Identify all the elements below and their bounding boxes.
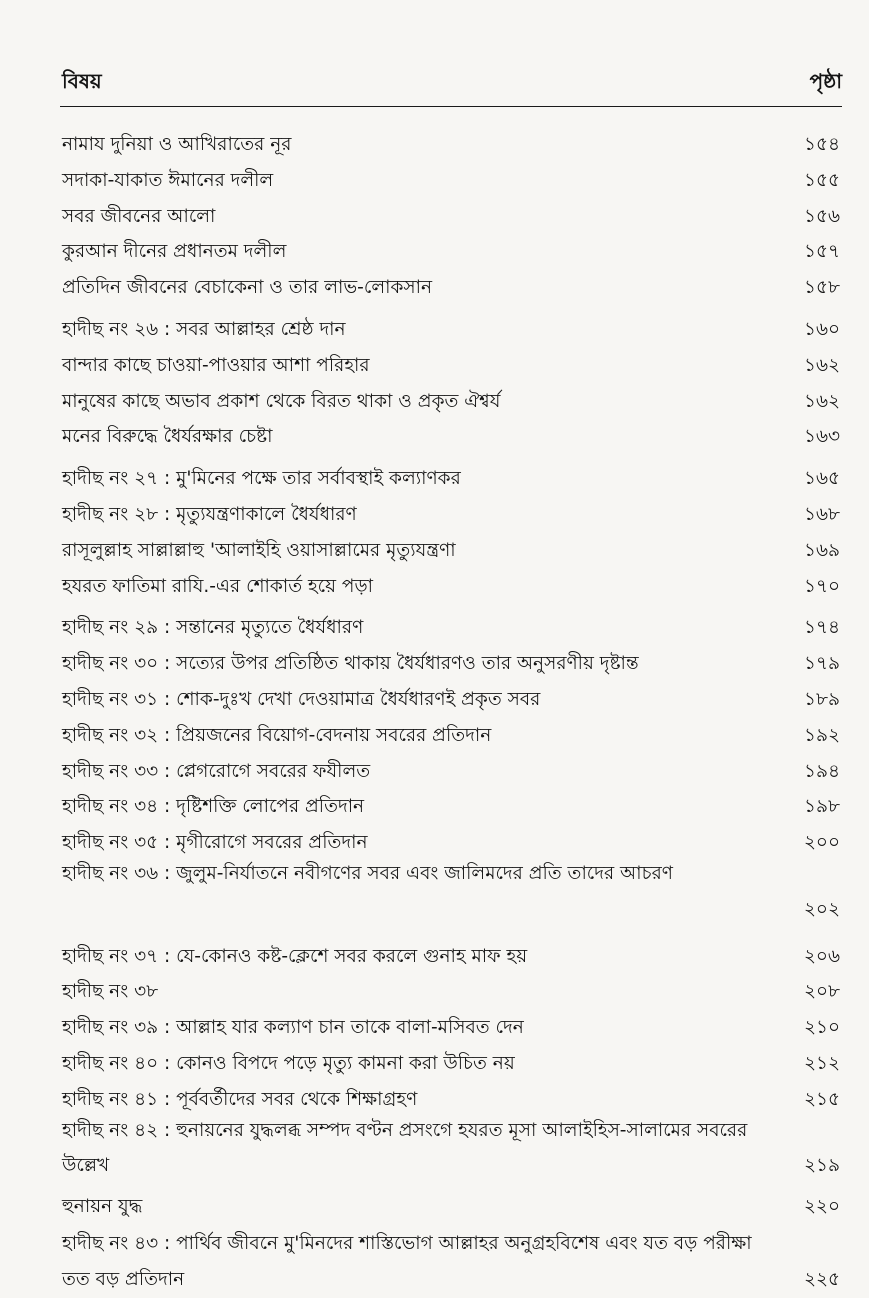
toc-entry-page-number: ১৭০ bbox=[803, 575, 840, 597]
toc-entry-page-number: ১৬৫ bbox=[803, 468, 840, 490]
toc-entry bbox=[60, 343, 842, 379]
toc-entry bbox=[60, 713, 842, 749]
toc-entry-title: হাদীছ নং ৪১ : পূর্ববর্তীদের সবর থেকে শিক্ষাগ্রহণ bbox=[62, 1088, 418, 1110]
toc-entry bbox=[60, 1041, 842, 1077]
toc-list bbox=[60, 122, 842, 1298]
toc-entry-title: মানুষের কাছে অভাব প্রকাশ থেকে বিরত থাকা ও প্রকৃত ঐশ্বর্য bbox=[62, 390, 501, 412]
toc-entry-page-number: ১৬৩ bbox=[803, 426, 840, 448]
toc-entry-page-number: ১৯৪ bbox=[803, 760, 840, 782]
toc-entry-title: মনের বিরুদ্ধে ধৈর্যরক্ষার চেষ্টা bbox=[62, 426, 273, 448]
toc-entry-title: হাদীছ নং ৪২ : হুনায়নের যুদ্ধলব্ধ সম্পদ বণ্টন প্রসংগে হযরত মূসা আলাইহিস-সালামের সবরের উল্লেখ bbox=[62, 1119, 748, 1177]
toc-entry-page-number: ১৫৪ bbox=[803, 134, 840, 155]
toc-entry-page-number: ১৫৬ bbox=[803, 205, 840, 227]
toc-entry-title: কুরআন দীনের প্রধানতম দলীল bbox=[62, 241, 287, 263]
toc-entry bbox=[60, 1005, 842, 1041]
toc-entry-page-number: ১৬০ bbox=[803, 318, 840, 340]
toc-entry bbox=[60, 784, 842, 820]
toc-entry-title: হাদীছ নং ৩৬ : জুলুম-নির্যাতনে নবীগণের সবর এবং জালিমদের প্রতি তাদের আচরণ bbox=[62, 862, 673, 884]
toc-entry bbox=[60, 641, 842, 677]
toc-entry-title: হাদীছ নং ৩৭ : যে-কোনও কষ্ট-ক্লেশে সবর করলে গুনাহ মাফ হয় bbox=[62, 945, 528, 967]
toc-entry-page-number: ২২০ bbox=[803, 1196, 840, 1218]
toc-entry-page-number: ১৫৫ bbox=[803, 169, 840, 191]
toc-entry-title: সদাকা-যাকাত ঈমানের দলীল bbox=[62, 169, 274, 191]
toc-entry bbox=[60, 1184, 842, 1220]
toc-entry bbox=[60, 1077, 842, 1113]
toc-entry-page-number: ১৭৯ bbox=[803, 653, 840, 675]
toc-entry-title: হাদীছ নং ৩১ : শোক-দুঃখ দেখা দেওয়ামাত্র ধৈর্যধারণই প্রকৃত সবর bbox=[62, 688, 541, 710]
toc-entry-page-number: ২০৬ bbox=[803, 945, 840, 967]
toc-entry-title: হাদীছ নং ৩৫ : মৃগীরোগে সবরের প্রতিদান bbox=[62, 832, 368, 854]
toc-entry-page-number: ১৬২ bbox=[803, 390, 840, 412]
toc-entry-title: বান্দার কাছে চাওয়া-পাওয়ার আশা পরিহার bbox=[62, 354, 370, 376]
toc-entry-title: হাদীছ নং ২৭ : মু'মিনের পক্ষে তার সর্বাবস্থাই কল্যাণকর bbox=[62, 468, 461, 490]
toc-entry-title: হাদীছ নং ৩৩ : প্লেগরোগে সবরের ফযীলত bbox=[62, 760, 371, 782]
toc-entry bbox=[60, 528, 842, 564]
toc-entry-page-number: ২০২ bbox=[803, 898, 840, 920]
toc-entry-page-number: ১৬২ bbox=[803, 354, 840, 376]
toc-entry-title: সবর জীবনের আলো bbox=[62, 205, 216, 227]
toc-entry-page-number: ১৬৯ bbox=[803, 539, 840, 561]
toc-entry bbox=[60, 379, 842, 415]
toc-header bbox=[60, 69, 842, 107]
toc-entry bbox=[60, 456, 842, 492]
toc-entry bbox=[60, 1226, 842, 1298]
toc-entry-page-number: ২১২ bbox=[803, 1052, 840, 1074]
toc-entry-page-number: ১৯২ bbox=[803, 724, 840, 746]
toc-entry-title: রাসূলুল্লাহ সাল্লাল্লাহু 'আলাইহি ওয়াসাল্লামের মৃত্যুযন্ত্রণা bbox=[62, 539, 456, 561]
toc-entry-title: হাদীছ নং ৪০ : কোনও বিপদে পড়ে মৃত্যু কামনা করা উচিত নয় bbox=[62, 1052, 515, 1074]
toc-entry-title: হযরত ফাতিমা রাযি.-এর শোকার্ত হয়ে পড়া bbox=[62, 575, 374, 597]
toc-entry bbox=[60, 820, 842, 856]
toc-entry-title: হাদীছ নং ৩৮ bbox=[62, 981, 159, 1003]
toc-entry bbox=[60, 677, 842, 713]
toc-entry-title: হাদীছ নং ৩২ : প্রিয়জনের বিয়োগ-বেদনায় সবরের প্রতিদান bbox=[62, 724, 492, 746]
toc-entry-title: হাদীছ নং ৩০ : সত্যের উপর প্রতিষ্ঠিত থাকায় ধৈর্যধারণও তার অনুসরণীয় দৃষ্টান্ত bbox=[62, 653, 639, 675]
toc-entry-page-number: ২১০ bbox=[803, 1017, 840, 1039]
toc-entry-title: হুনায়ন যুদ্ধ bbox=[62, 1196, 143, 1218]
toc-entry-title: হাদীছ নং ২৮ : মৃত্যুযন্ত্রণাকালে ধৈর্যধারণ bbox=[62, 503, 357, 525]
toc-entry-page-number: ১৬৮ bbox=[803, 503, 840, 525]
toc-entry-title: হাদীছ নং ২৬ : সবর আল্লাহর শ্রেষ্ঠ দান bbox=[62, 318, 346, 340]
subject-column-heading: বিষয় bbox=[62, 69, 102, 93]
toc-entry-page-number: ১৫৮ bbox=[803, 277, 840, 299]
toc-entry bbox=[60, 492, 842, 528]
toc-entry bbox=[60, 414, 842, 450]
toc-entry-page-number: ২১৫ bbox=[803, 1088, 840, 1110]
toc-entry-page-number: ২১৯ bbox=[803, 1155, 840, 1177]
toc-entry-title: প্রতিদিন জীবনের বেচাকেনা ও তার লাভ-লোকসান bbox=[62, 277, 433, 299]
toc-entry-page-number: ২০০ bbox=[803, 832, 840, 854]
toc-entry bbox=[60, 749, 842, 785]
page-column-heading: পৃষ্ঠা bbox=[809, 69, 842, 93]
toc-entry-page-number: ২২৫ bbox=[803, 1268, 840, 1290]
toc-entry bbox=[60, 158, 842, 194]
toc-entry bbox=[60, 969, 842, 1005]
toc-entry-title: হাদীছ নং ৩৯ : আল্লাহ যার কল্যাণ চান তাকে বালা-মসিবত দেন bbox=[62, 1017, 524, 1039]
toc-entry-page-number: ১৯৮ bbox=[803, 796, 840, 818]
toc-entry-page-number: ১৮৯ bbox=[803, 688, 840, 710]
toc-entry bbox=[60, 934, 842, 970]
toc-entry-title: নামায দুনিয়া ও আখিরাতের নূর bbox=[62, 134, 292, 155]
toc-entry bbox=[60, 1113, 842, 1185]
toc-entry bbox=[60, 564, 842, 600]
toc-entry-page-number: ২০৮ bbox=[803, 981, 840, 1003]
toc-entry bbox=[60, 194, 842, 230]
toc-entry bbox=[60, 307, 842, 343]
toc-entry-page-number: ১৭৪ bbox=[803, 617, 840, 639]
toc-entry bbox=[60, 605, 842, 641]
toc-entry bbox=[60, 856, 842, 928]
toc-entry-page-number: ১৫৭ bbox=[803, 241, 840, 263]
toc-entry bbox=[60, 265, 842, 301]
toc-entry-title: হাদীছ নং ৪৩ : পার্থিব জীবনে মু'মিনদের শাস্তিভোগ আল্লাহর অনুগ্রহবিশেষ এবং যত বড় পরীক্ষা তত বড় প্রতিদান bbox=[62, 1232, 752, 1290]
toc-entry-title: হাদীছ নং ৩৪ : দৃষ্টিশক্তি লোপের প্রতিদান bbox=[62, 796, 365, 818]
toc-entry-title: হাদীছ নং ২৯ : সন্তানের মৃত্যুতে ধৈর্যধারণ bbox=[62, 617, 364, 639]
toc-entry bbox=[60, 229, 842, 265]
toc-entry bbox=[60, 122, 842, 158]
